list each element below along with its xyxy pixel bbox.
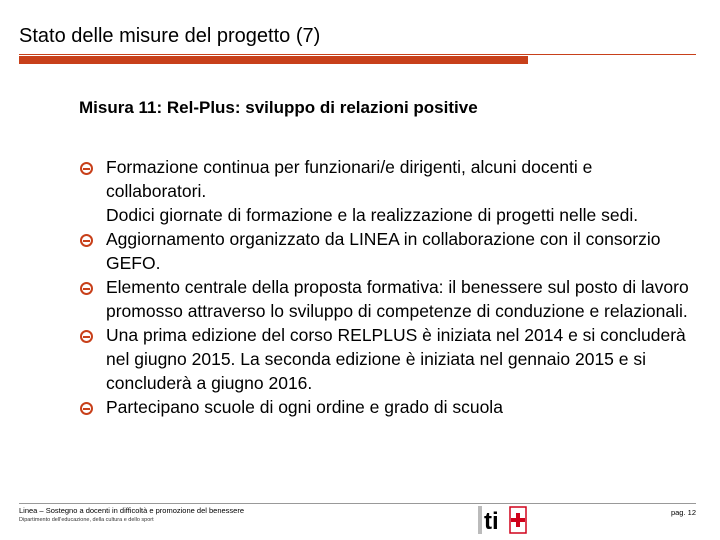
slide-title: Stato delle misure del progetto (7)	[19, 25, 321, 47]
bullet-text: Aggiornamento organizzato da LINEA in collaborazione con il consorzio GEFO.	[106, 229, 661, 273]
ticino-logo-icon	[478, 506, 528, 534]
bullet-icon	[80, 234, 93, 247]
bullet-item	[80, 227, 695, 275]
bullet-item	[80, 155, 695, 203]
bullet-icon	[80, 402, 93, 415]
logo-text: ti	[484, 508, 499, 534]
bullet-item	[80, 323, 695, 395]
bullet-text: Una prima edizione del corso RELPLUS è iniziata nel 2014 e si concluderà nel giugno 2015. La seconda edizione è iniziata nel gennaio 2015 e si concluderà a giugno 2016.	[106, 325, 686, 393]
bullet-text: Elemento centrale della proposta formativa: il benessere sul posto di lavoro promosso attraverso lo sviluppo di competenze di conduzione e relazionali.	[106, 277, 689, 321]
title-accent-bar	[19, 56, 528, 64]
footer-rule	[19, 503, 696, 504]
bullet-text: Partecipano scuole di ogni ordine e grado di scuola	[106, 397, 503, 417]
bullet-item	[80, 395, 695, 419]
bullet-item	[80, 275, 695, 323]
page-number: pag. 12	[670, 508, 696, 517]
bullet-text: Formazione continua per funzionari/e dirigenti, alcuni docenti e collaboratori.	[106, 157, 593, 201]
footer-caption: Linea – Sostegno a docenti in difficoltà e promozione del benessere	[19, 506, 245, 515]
title-rule	[19, 54, 696, 55]
bullet-icon	[80, 330, 93, 343]
bullet-list	[80, 155, 695, 419]
bullet-icon	[80, 162, 93, 175]
bullet-continuation: Dodici giornate di formazione e la realizzazione di progetti nelle sedi.	[106, 205, 639, 225]
footer-department: Dipartimento dell'educazione, della cultura e dello sport	[19, 517, 154, 523]
slide-subtitle: Misura 11: Rel-Plus: sviluppo di relazioni positive	[79, 98, 478, 117]
bullet-icon	[80, 282, 93, 295]
